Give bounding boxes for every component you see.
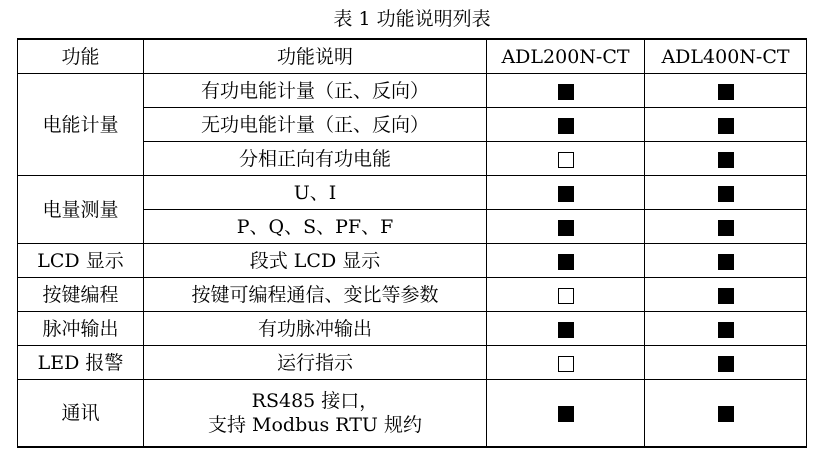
row-description: 段式 LCD 显示 <box>144 244 487 278</box>
group-led: LED 报警 <box>18 346 144 380</box>
adl200-cell <box>487 346 645 380</box>
adl400-cell <box>645 210 807 244</box>
support-mark <box>558 254 574 270</box>
adl400-cell <box>645 108 807 142</box>
adl400-cell <box>645 380 807 448</box>
support-mark <box>718 118 734 134</box>
adl200-cell <box>487 244 645 278</box>
adl200-cell <box>487 210 645 244</box>
group-energy: 电能计量 <box>18 74 144 176</box>
adl400-cell <box>645 278 807 312</box>
adl400-cell <box>645 142 807 176</box>
table-row <box>18 278 807 312</box>
adl400-cell <box>645 176 807 210</box>
support-mark <box>718 152 734 168</box>
adl200-cell <box>487 176 645 210</box>
row-description: 按键可编程通信、变比等参数 <box>144 278 487 312</box>
group-lcd: LCD 显示 <box>18 244 144 278</box>
row-description-line: RS485 接口， <box>251 390 379 412</box>
row-description: 分相正向有功电能 <box>144 142 487 176</box>
adl400-cell <box>645 312 807 346</box>
group-comm: 通讯 <box>18 380 144 448</box>
header-adl200: ADL200N-CT <box>487 39 645 74</box>
support-mark <box>558 406 574 422</box>
support-mark <box>558 220 574 236</box>
support-mark <box>718 406 734 422</box>
adl400-cell <box>645 346 807 380</box>
row-description-line: 支持 Modbus RTU 规约 <box>208 414 422 436</box>
support-mark <box>718 84 734 100</box>
adl200-cell <box>487 142 645 176</box>
row-description: 有功电能计量（正、反向） <box>144 74 487 108</box>
support-mark <box>718 186 734 202</box>
table-row <box>18 244 807 278</box>
adl200-cell <box>487 312 645 346</box>
header-function: 功能 <box>18 39 144 74</box>
adl400-cell <box>645 244 807 278</box>
row-description: 运行指示 <box>144 346 487 380</box>
adl200-cell <box>487 108 645 142</box>
support-mark <box>558 152 574 168</box>
adl200-cell <box>487 74 645 108</box>
table-caption: 表 1 功能说明列表 <box>333 8 491 30</box>
adl200-cell <box>487 380 645 448</box>
support-mark <box>718 322 734 338</box>
header-description: 功能说明 <box>144 39 487 74</box>
support-mark <box>558 356 574 372</box>
support-mark <box>558 118 574 134</box>
table-row <box>18 346 807 380</box>
table-row <box>18 74 807 108</box>
adl200-cell <box>487 278 645 312</box>
support-mark <box>558 322 574 338</box>
group-measure: 电量测量 <box>18 176 144 244</box>
support-mark <box>718 356 734 372</box>
table-row <box>18 312 807 346</box>
row-description: P、Q、S、PF、F <box>144 210 487 244</box>
group-keys: 按键编程 <box>18 278 144 312</box>
table-row <box>18 380 807 448</box>
header-row <box>18 39 807 74</box>
adl400-cell <box>645 74 807 108</box>
row-description: U、I <box>144 176 487 210</box>
support-mark <box>718 220 734 236</box>
support-mark <box>558 288 574 304</box>
function-table <box>17 38 807 448</box>
row-description: 无功电能计量（正、反向） <box>144 108 487 142</box>
support-mark <box>558 84 574 100</box>
row-description: 有功脉冲输出 <box>144 312 487 346</box>
support-mark <box>558 186 574 202</box>
support-mark <box>718 288 734 304</box>
header-adl400: ADL400N-CT <box>645 39 807 74</box>
row-description <box>144 380 487 448</box>
support-mark <box>718 254 734 270</box>
table-row <box>18 176 807 210</box>
group-pulse: 脉冲输出 <box>18 312 144 346</box>
